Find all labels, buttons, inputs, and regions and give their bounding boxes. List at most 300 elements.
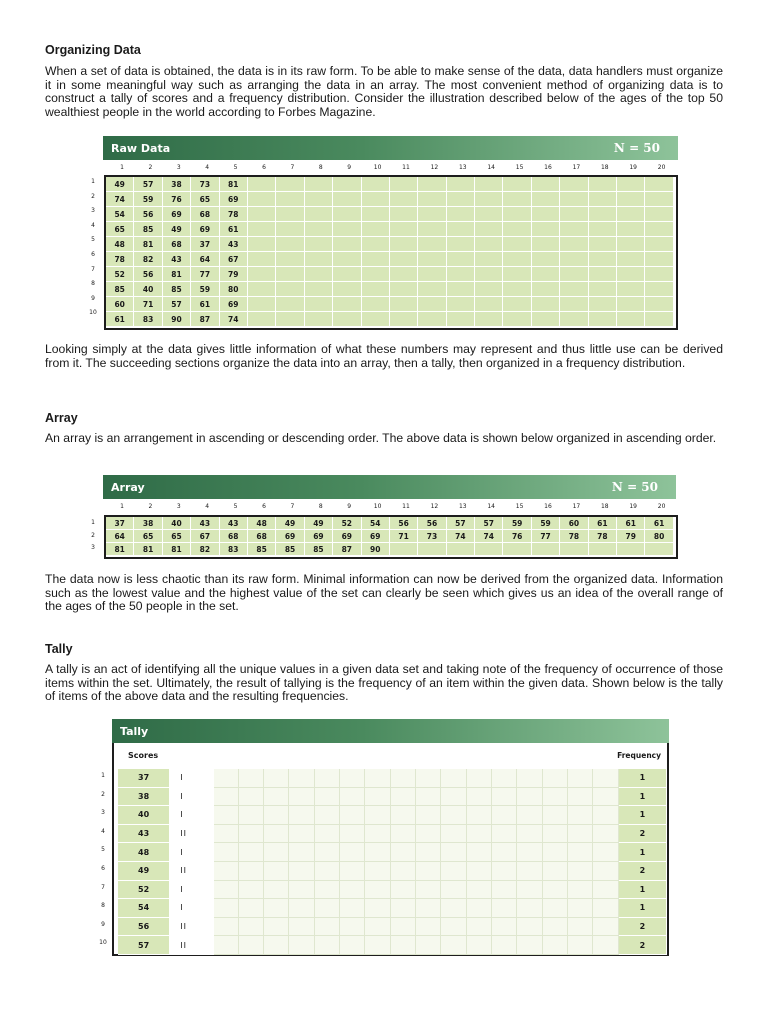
- tally-row: [118, 825, 667, 844]
- table-cell: 68: [248, 530, 276, 543]
- empty-cell: [532, 192, 560, 207]
- tally-frequency-cell: 2: [619, 936, 667, 955]
- empty-cell: [333, 192, 361, 207]
- tally-frequency-cell: 1: [619, 769, 667, 788]
- empty-cell: [362, 297, 390, 312]
- row-number: 6: [91, 251, 95, 258]
- empty-cell: [418, 282, 446, 297]
- tally-blank-cell: [264, 769, 289, 788]
- empty-cell: [617, 252, 645, 267]
- column-number: 12: [430, 503, 439, 510]
- table-cell: 76: [163, 192, 191, 207]
- tally-marks-cell: I: [170, 899, 213, 918]
- tally-blank-cell: [568, 918, 593, 937]
- tally-score-cell: 38: [118, 788, 170, 807]
- tally-frequency-cell: 2: [619, 862, 667, 881]
- tally-grid: [112, 743, 669, 956]
- empty-cell: [390, 237, 418, 252]
- empty-cell: [560, 192, 588, 207]
- table-cell: 54: [106, 207, 134, 222]
- empty-cell: [645, 177, 673, 192]
- empty-cell: [532, 312, 560, 327]
- row-number: 3: [91, 544, 95, 551]
- column-number: 18: [600, 164, 609, 171]
- empty-cell: [589, 237, 617, 252]
- empty-cell: [333, 177, 361, 192]
- table-cell: 69: [220, 192, 248, 207]
- row-number: 2: [101, 790, 105, 798]
- table-row: [106, 222, 674, 237]
- empty-cell: [560, 312, 588, 327]
- empty-cell: [645, 222, 673, 237]
- tally-blank-cell: [315, 788, 340, 807]
- row-number: 8: [91, 280, 95, 288]
- tally-blank-cell: [543, 881, 568, 900]
- tally-blank-cell: [568, 899, 593, 918]
- column-number: 7: [290, 503, 295, 510]
- empty-cell: [362, 267, 390, 282]
- tally-blank-cell: [340, 769, 365, 788]
- empty-cell: [447, 207, 475, 222]
- array-row-numbers: [88, 519, 98, 559]
- table-cell: 60: [560, 517, 588, 530]
- table-cell: 90: [163, 312, 191, 327]
- tally-blank-cell: [416, 918, 441, 937]
- table-cell: 64: [106, 530, 134, 543]
- row-number: 3: [91, 207, 95, 215]
- empty-cell: [418, 543, 446, 556]
- tally-blank-cell: [441, 862, 466, 881]
- empty-cell: [276, 267, 304, 282]
- tally-frequency-cell: 1: [619, 788, 667, 807]
- empty-cell: [589, 222, 617, 237]
- table-cell: 74: [220, 312, 248, 327]
- tally-score-cell: 48: [118, 843, 170, 862]
- tally-blank-cell: [543, 825, 568, 844]
- table-cell: 78: [106, 252, 134, 267]
- tally-blank-cell: [416, 788, 441, 807]
- table-cell: 81: [134, 237, 162, 252]
- tally-blank-cell: [593, 936, 618, 955]
- row-number: 3: [101, 809, 105, 817]
- empty-cell: [645, 237, 673, 252]
- tally-blank-cell: [543, 862, 568, 881]
- column-number: 16: [544, 164, 552, 171]
- tally-blank-cell: [543, 899, 568, 918]
- table-cell: 52: [106, 267, 134, 282]
- empty-cell: [276, 222, 304, 237]
- tally-blank-cell: [365, 806, 390, 825]
- tally-blank-cell: [492, 862, 517, 881]
- table-row: [106, 267, 674, 282]
- tally-blank-cell: [264, 899, 289, 918]
- empty-cell: [560, 282, 588, 297]
- tally-blank-cell: [264, 881, 289, 900]
- table-cell: 83: [220, 543, 248, 556]
- raw-data-title: Raw Data: [111, 142, 171, 155]
- tally-blank-cell: [315, 918, 340, 937]
- empty-cell: [475, 543, 503, 556]
- table-cell: 49: [163, 222, 191, 237]
- tally-blank-cell: [365, 788, 390, 807]
- column-number: 13: [458, 164, 467, 171]
- column-number: 19: [629, 164, 637, 171]
- tally-blank-cell: [517, 825, 542, 844]
- table-cell: 69: [305, 530, 333, 543]
- tally-blank-cell: [467, 769, 492, 788]
- raw-data-n-label: N = 50: [613, 141, 660, 155]
- tally-blank-cell: [416, 862, 441, 881]
- empty-cell: [617, 312, 645, 327]
- empty-cell: [645, 282, 673, 297]
- tally-blank-cell: [239, 862, 264, 881]
- tally-blank-cell: [340, 936, 365, 955]
- table-cell: 81: [134, 543, 162, 556]
- table-row: [106, 207, 674, 222]
- tally-blank-cell: [315, 806, 340, 825]
- empty-cell: [248, 177, 276, 192]
- table-cell: 74: [447, 530, 475, 543]
- tally-blank-cell: [214, 881, 239, 900]
- table-cell: 59: [134, 192, 162, 207]
- column-number: 12: [430, 164, 439, 171]
- empty-cell: [503, 297, 531, 312]
- empty-cell: [248, 267, 276, 282]
- tally-blank-cell: [365, 825, 390, 844]
- tally-row: [118, 806, 667, 825]
- empty-cell: [305, 267, 333, 282]
- empty-cell: [248, 222, 276, 237]
- table-cell: 81: [220, 177, 248, 192]
- empty-cell: [645, 312, 673, 327]
- empty-cell: [362, 237, 390, 252]
- table-row: [106, 312, 674, 327]
- empty-cell: [617, 177, 645, 192]
- column-number: 4: [205, 503, 210, 510]
- table-cell: 71: [134, 297, 162, 312]
- tally-marks-cell: II: [170, 918, 213, 937]
- tally-blank-cell: [391, 918, 416, 937]
- table-cell: 56: [390, 517, 418, 530]
- tally-blank-cell: [568, 843, 593, 862]
- tally-blank-cell: [264, 843, 289, 862]
- empty-cell: [532, 222, 560, 237]
- tally-frequency-cell: 1: [619, 899, 667, 918]
- tally-blank-cell: [340, 881, 365, 900]
- empty-cell: [645, 252, 673, 267]
- column-number: 15: [515, 503, 524, 510]
- tally-blank-cell: [543, 918, 568, 937]
- row-number: 7: [101, 883, 105, 891]
- tally-blank-cell: [315, 899, 340, 918]
- tally-blank-cell: [391, 862, 416, 881]
- tally-blank-cell: [214, 843, 239, 862]
- array-table: [106, 517, 674, 556]
- table-cell: 85: [276, 543, 304, 556]
- column-number: 20: [657, 503, 666, 510]
- tally-blank-cell: [264, 788, 289, 807]
- table-row: [106, 252, 674, 267]
- raw-data-grid: [104, 175, 678, 330]
- tally-blank-cell: [289, 843, 314, 862]
- tally-blank-cell: [340, 806, 365, 825]
- empty-cell: [589, 312, 617, 327]
- row-number: 6: [101, 865, 105, 872]
- table-cell: 61: [220, 222, 248, 237]
- row-number: 2: [91, 531, 95, 539]
- table-cell: 57: [475, 517, 503, 530]
- tally-blank-cell: [568, 806, 593, 825]
- tally-blank-cell: [289, 788, 314, 807]
- tally-blank-cell: [214, 825, 239, 844]
- row-number: 7: [91, 265, 95, 273]
- tally-blank-cell: [365, 769, 390, 788]
- empty-cell: [560, 222, 588, 237]
- tally-blank-cell: [365, 899, 390, 918]
- column-number: 11: [402, 164, 410, 171]
- tally-blank-cell: [593, 918, 618, 937]
- empty-cell: [532, 237, 560, 252]
- tally-blank-cell: [467, 881, 492, 900]
- column-number: 14: [487, 503, 495, 510]
- tally-blank-cell: [517, 918, 542, 937]
- empty-cell: [589, 177, 617, 192]
- column-number: 4: [205, 164, 210, 171]
- table-row: [106, 177, 674, 192]
- table-cell: 61: [191, 297, 219, 312]
- tally-blank-cell: [239, 918, 264, 937]
- empty-cell: [617, 543, 645, 556]
- empty-cell: [503, 282, 531, 297]
- tally-blank-cell: [441, 918, 466, 937]
- row-number: 8: [101, 902, 105, 910]
- empty-cell: [390, 267, 418, 282]
- empty-cell: [305, 207, 333, 222]
- table-cell: 49: [106, 177, 134, 192]
- column-number: 5: [233, 503, 238, 510]
- table-cell: 85: [305, 543, 333, 556]
- tally-blank-cell: [543, 788, 568, 807]
- empty-cell: [418, 267, 446, 282]
- tally-blank-cell: [441, 881, 466, 900]
- tally-blank-cell: [365, 843, 390, 862]
- tally-blank-cell: [416, 881, 441, 900]
- tally-blank-cell: [593, 806, 618, 825]
- table-cell: 37: [191, 237, 219, 252]
- tally-blank-cell: [543, 769, 568, 788]
- paragraph-after-array: The data now is less chaotic than its raw form. Minimal information can now be derived from the organized data. Information such as the lowest value and the highest value of the set can clearly be seen which gives us an idea of the overall range of the ages of the 50 people in the set.: [45, 572, 723, 614]
- tally-blank-cell: [416, 899, 441, 918]
- empty-cell: [333, 252, 361, 267]
- raw-data-banner: [103, 136, 678, 160]
- empty-cell: [390, 192, 418, 207]
- tally-blank-cell: [568, 769, 593, 788]
- empty-cell: [617, 237, 645, 252]
- empty-cell: [560, 177, 588, 192]
- table-cell: 65: [106, 222, 134, 237]
- empty-cell: [248, 312, 276, 327]
- tally-blank-cell: [239, 881, 264, 900]
- tally-blank-cell: [492, 899, 517, 918]
- empty-cell: [418, 222, 446, 237]
- column-number: 17: [572, 164, 581, 171]
- table-cell: 64: [191, 252, 219, 267]
- tally-marks-cell: I: [170, 881, 213, 900]
- tally-blank-cell: [289, 918, 314, 937]
- table-cell: 67: [191, 530, 219, 543]
- table-cell: 80: [645, 530, 673, 543]
- empty-cell: [503, 543, 531, 556]
- tally-blank-cell: [315, 936, 340, 955]
- array-grid: [104, 515, 678, 559]
- tally-blank-cell: [568, 862, 593, 881]
- table-cell: 81: [106, 543, 134, 556]
- table-cell: 69: [163, 207, 191, 222]
- tally-blank-cell: [492, 936, 517, 955]
- row-number: 9: [91, 294, 95, 302]
- tally-row: [118, 843, 667, 862]
- tally-blank-cell: [441, 825, 466, 844]
- tally-marks-cell: II: [170, 862, 213, 881]
- table-cell: 74: [106, 192, 134, 207]
- tally-blank-cell: [492, 769, 517, 788]
- table-cell: 80: [220, 282, 248, 297]
- empty-cell: [475, 297, 503, 312]
- tally-blank-cell: [239, 769, 264, 788]
- column-number: 2: [148, 503, 153, 510]
- table-cell: 56: [134, 267, 162, 282]
- tally-blank-cell: [289, 862, 314, 881]
- empty-cell: [503, 237, 531, 252]
- table-cell: 59: [191, 282, 219, 297]
- table-cell: 38: [163, 177, 191, 192]
- column-number: 7: [290, 164, 295, 171]
- tally-blank-cell: [214, 806, 239, 825]
- empty-cell: [560, 297, 588, 312]
- table-cell: 43: [220, 517, 248, 530]
- tally-blank-cell: [593, 881, 618, 900]
- tally-blank-cell: [391, 825, 416, 844]
- tally-blank-cell: [289, 769, 314, 788]
- table-cell: 54: [362, 517, 390, 530]
- tally-row: [118, 936, 667, 955]
- empty-cell: [589, 282, 617, 297]
- array-panel: [92, 475, 680, 561]
- empty-cell: [447, 177, 475, 192]
- empty-cell: [305, 252, 333, 267]
- table-cell: 77: [191, 267, 219, 282]
- column-number: 13: [458, 503, 467, 510]
- tally-blank-cell: [593, 862, 618, 881]
- row-number: 2: [91, 192, 95, 200]
- tally-blank-cell: [416, 825, 441, 844]
- tally-blank-cell: [214, 936, 239, 955]
- empty-cell: [560, 252, 588, 267]
- tally-blank-cell: [467, 899, 492, 918]
- tally-blank-cell: [214, 788, 239, 807]
- array-title: Array: [111, 481, 145, 494]
- tally-blank-cell: [264, 936, 289, 955]
- tally-score-cell: 49: [118, 862, 170, 881]
- empty-cell: [362, 192, 390, 207]
- table-row: [106, 192, 674, 207]
- tally-blank-cell: [214, 769, 239, 788]
- column-number: 8: [318, 503, 323, 510]
- row-number: 4: [91, 221, 95, 229]
- table-cell: 40: [134, 282, 162, 297]
- tally-blank-cell: [517, 862, 542, 881]
- column-number: 19: [629, 503, 637, 510]
- table-cell: 78: [589, 530, 617, 543]
- empty-cell: [617, 192, 645, 207]
- empty-cell: [645, 192, 673, 207]
- empty-cell: [503, 207, 531, 222]
- row-number: 10: [99, 939, 107, 947]
- table-cell: 82: [191, 543, 219, 556]
- raw-data-table: [106, 177, 674, 327]
- table-cell: 87: [333, 543, 361, 556]
- empty-cell: [390, 543, 418, 556]
- tally-blank-cell: [264, 806, 289, 825]
- empty-cell: [333, 282, 361, 297]
- tally-blank-cell: [492, 881, 517, 900]
- empty-cell: [617, 282, 645, 297]
- table-cell: 49: [305, 517, 333, 530]
- empty-cell: [333, 237, 361, 252]
- empty-cell: [475, 177, 503, 192]
- empty-cell: [560, 237, 588, 252]
- empty-cell: [447, 267, 475, 282]
- tally-blank-cell: [416, 806, 441, 825]
- tally-blank-cell: [517, 899, 542, 918]
- row-number: 1: [101, 772, 105, 779]
- tally-blank-cell: [593, 825, 618, 844]
- empty-cell: [617, 222, 645, 237]
- tally-marks-cell: I: [170, 769, 213, 788]
- tally-blank-cell: [441, 788, 466, 807]
- column-number: 14: [487, 164, 495, 171]
- empty-cell: [418, 252, 446, 267]
- column-number: 9: [347, 503, 352, 510]
- empty-cell: [362, 207, 390, 222]
- table-cell: 81: [163, 267, 191, 282]
- table-cell: 61: [617, 517, 645, 530]
- table-cell: 73: [418, 530, 446, 543]
- tally-blank-cell: [467, 862, 492, 881]
- empty-cell: [532, 543, 560, 556]
- tally-blank-cell: [315, 862, 340, 881]
- column-number: 6: [262, 503, 266, 510]
- column-number: 9: [347, 164, 352, 171]
- column-number: 8: [318, 164, 323, 171]
- paragraph-organizing-data: When a set of data is obtained, the data is in its raw form. To be able to make sense of the data, data handlers must organize it in some meaningful way such as arranging the data in an array. The most convenient method of organizing data is to construct a tally of scores and a frequency distribution. Consider the illustration described below of the ages of the top 50 wealthiest people in the world according to Forbes Magazine.: [45, 64, 723, 119]
- empty-cell: [390, 222, 418, 237]
- table-cell: 87: [191, 312, 219, 327]
- table-cell: 85: [163, 282, 191, 297]
- tally-blank-cell: [543, 806, 568, 825]
- tally-marks-cell: II: [170, 936, 213, 955]
- tally-blank-cell: [391, 788, 416, 807]
- empty-cell: [305, 177, 333, 192]
- tally-row: [118, 918, 667, 937]
- row-number: 5: [91, 236, 95, 244]
- tally-blank-cell: [391, 769, 416, 788]
- array-column-numbers: [108, 503, 668, 515]
- column-number: 6: [262, 164, 266, 171]
- table-cell: 83: [134, 312, 162, 327]
- table-cell: 59: [503, 517, 531, 530]
- table-cell: 61: [106, 312, 134, 327]
